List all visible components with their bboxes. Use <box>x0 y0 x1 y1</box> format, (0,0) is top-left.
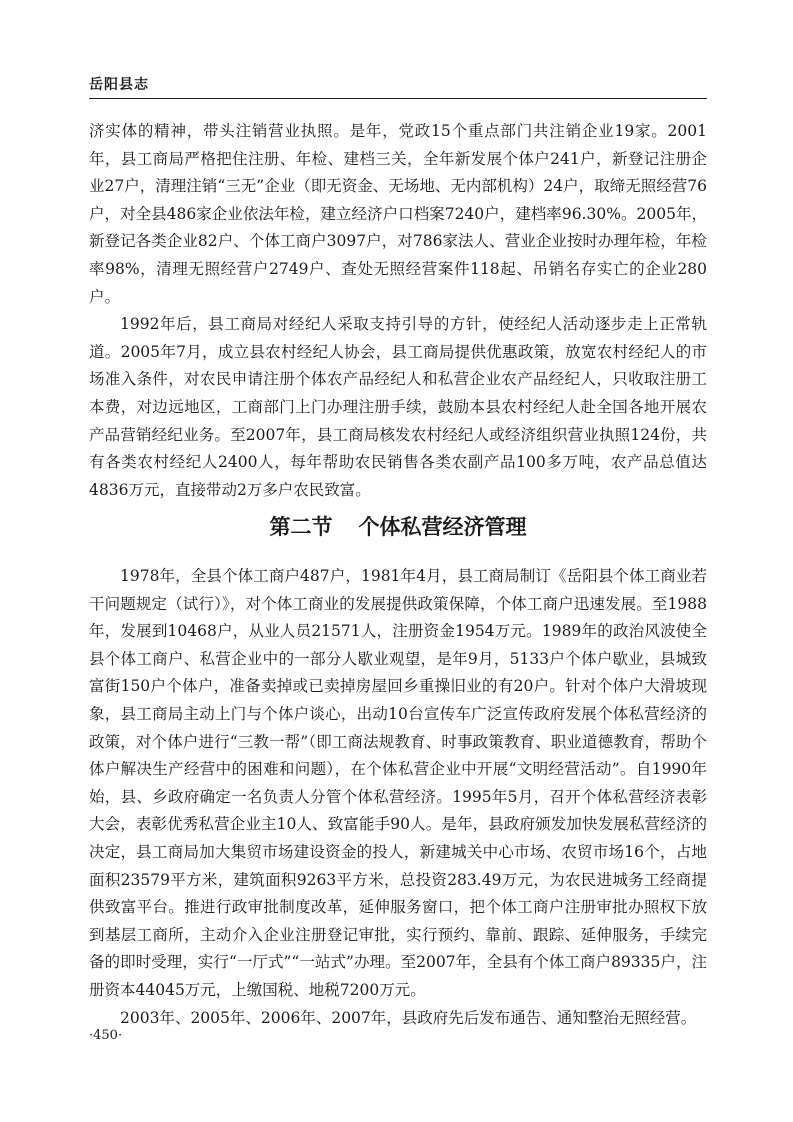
section-title-text: 个体私营经济管理 <box>358 515 527 539</box>
header-rule <box>89 98 707 99</box>
paragraph-continued: 济实体的精神，带头注销营业执照。是年，党政15个重点部门共注销企业19家。2001年，县工商局严格把住注册、年检、建档三关，全年新发展个体户241户，新登记注册企业27户，清理注销“三无”企业（即无资金、无场地、无内部机构）24户，取缔无照经营76户，对全县486家企业依法年检，建立经济户口档案7240户，建档率96.30%。2005年，新登记各类企业82户、个体工商户3097户，对786家法人、营业企业按时办理年检，年检率98%，清理无照经营户2749户、查处无照经营案件118起、吊销名存实亡的企业280户。 <box>89 122 707 306</box>
paragraph-individual-business: 1978年，全县个体工商户487户，1981年4月，县工商局制订《岳阳县个体工商业若干问题规定（试行）》，对个体工商业的发展提供政策保障，个体工商户迅速发展。至1988年，发展到10468户，从业人员21571人，注册资金1954万元。1989年的政治风波使全县个体工商户、私营企业中的一部分人歇业观望，是年9月，5133户个体户歇业，县城致富街150户个体户，准备卖掉或已卖掉房屋回乡重操旧业的有20户。针对个体户大滑坡现象，县工商局主动上门与个体户谈心，出动10台宣传车广泛宣传政府发展个体私营经济的政策，对个体户进行“三教一帮”（即工商法规教育、时事政策教育、职业道德教育，帮助个体户解决生产经营中的困难和问题），在个体私营企业中开展“文明经营活动”。自1990年始，县、乡政府确定一名负责人分管个体私营经济。1995年5月，召开个体私营经济表彰大会，表彰优秀私营企业主10人、致富能手90人。是年，县政府颁发加快发展私营经济的决定，县工商局加大集贸市场建设资金的投人，新建城关中心市场、农贸市场16个，占地面积23579平方米，建筑面积9263平方米，总投资283.49万元，为农民进城务工经商提供致富平台。推进行政审批制度改革，延伸服务窗口，把个体工商户注册审批办照权下放到基层工商所，主动介入企业注册登记审批，实行预约、靠前、跟踪、延伸服务，手续完备的即时受理，实行“一厅式”“一站式”办理。至2007年，全县有个体工商户89335户，注册资本44045万元，上缴国税、地税7200万元。 <box>89 567 707 999</box>
body-text-bottom <box>89 563 707 1032</box>
section-number: 第二节 <box>269 515 333 539</box>
running-header-title: 岳阳县志 <box>89 77 149 93</box>
body-text-top <box>89 118 707 504</box>
paragraph-brokers: 1992年后，县工商局对经纪人采取支持引导的方针，使经纪人活动逐步走上正常轨道。2005年7月，成立县农村经纪人协会，县工商局提供优惠政策，放宽农村经纪人的市场准入条件，对农民申请注册个体农产品经纪人和私营企业农产品经纪人，只收取注册工本费，对边远地区，工商部门上门办理注册手续，鼓励本县农村经纪人赴全国各地开展农产品营销经纪业务。至2007年，县工商局核发农村经纪人或经济组织营业执照124份，共有各类农村经纪人2400人，每年帮助农民销售各类农副产品100多万吨，农产品总值达4836万元，直接带动2万多户农民致富。 <box>89 315 707 499</box>
section-heading <box>89 512 707 542</box>
page-number: ·450· <box>89 1028 123 1043</box>
paragraph-unlicensed-rectification: 2003年、2005年、2006年、2007年，县政府先后发布通告、通知整治无照经营。 <box>120 1008 697 1027</box>
